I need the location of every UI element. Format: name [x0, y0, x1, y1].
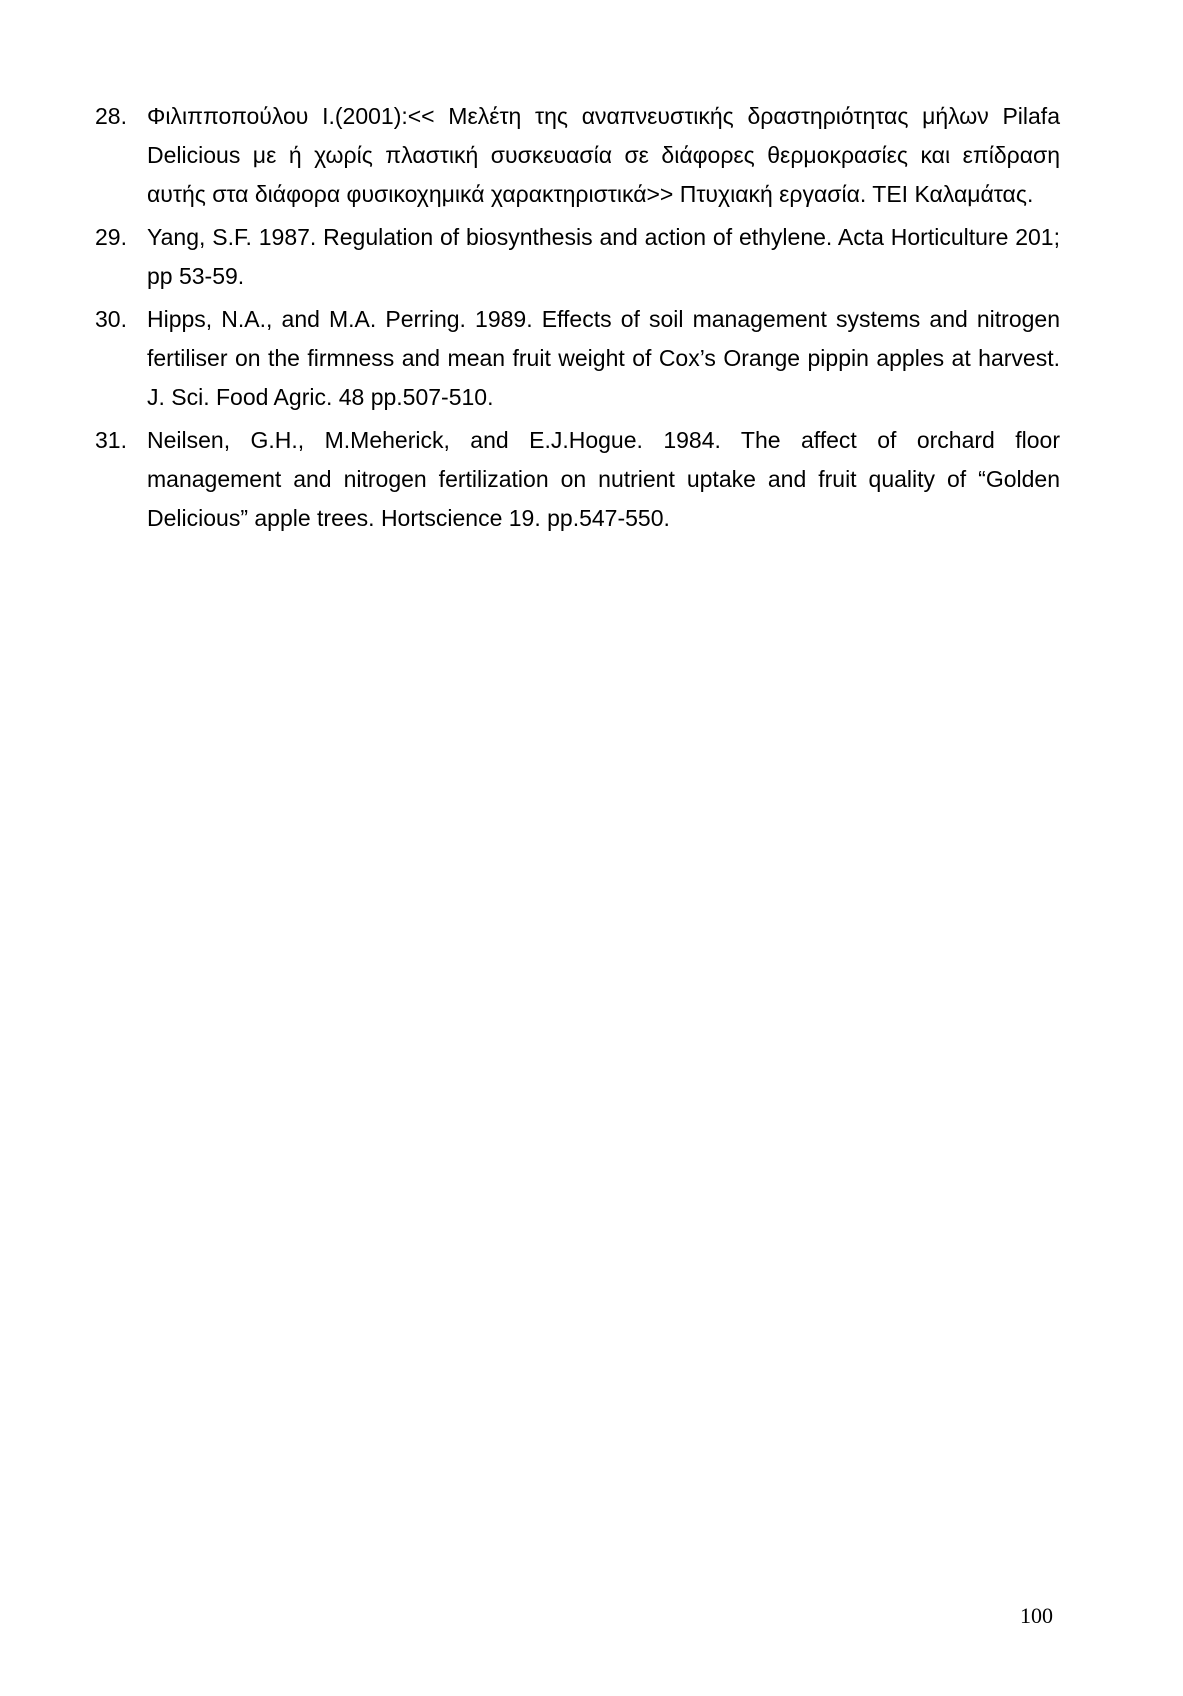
reference-entry-31 — [95, 421, 1060, 538]
reference-entry-28 — [95, 97, 1060, 214]
page-number: 100 — [1020, 1603, 1053, 1628]
reference-list — [95, 97, 1060, 542]
reference-text: Hipps, N.A., and M.A. Perring. 1989. Effects of soil management systems and nitrogen fertiliser on the firmness and mean fruit weight of Cox’s Orange pippin apples at harvest. J. Sci. Food Agric. 48 pp.507-510. — [147, 306, 1060, 410]
reference-number: 30. — [95, 306, 127, 332]
reference-number: 29. — [95, 224, 127, 250]
reference-text: Neilsen, G.H., M.Meherick, and E.J.Hogue. 1984. The affect of orchard floor management and nitrogen fertilization on nutrient uptake and fruit quality of “Golden Delicious” apple trees. Hortscience 19. pp.547-550. — [147, 427, 1060, 531]
reference-entry-29 — [95, 218, 1060, 296]
reference-entry-30 — [95, 300, 1060, 417]
reference-number: 31. — [95, 427, 127, 453]
reference-number: 28. — [95, 103, 127, 129]
reference-text: Yang, S.F. 1987. Regulation of biosynthesis and action of ethylene. Acta Horticulture 201; pp 53-59. — [147, 224, 1060, 289]
reference-text: Φιλιπποπούλου Ι.(2001):<< Μελέτη της αναπνευστικής δραστηριότητας μήλων Pilafa Delicious με ή χωρίς πλαστική συσκευασία σε διάφορες θερμοκρασίες και επίδραση αυτής στα διάφορα φυσικοχημικά χαρακτηριστικά>> Πτυχιακή εργασία. ΤΕΙ Καλαμάτας. — [147, 103, 1060, 207]
